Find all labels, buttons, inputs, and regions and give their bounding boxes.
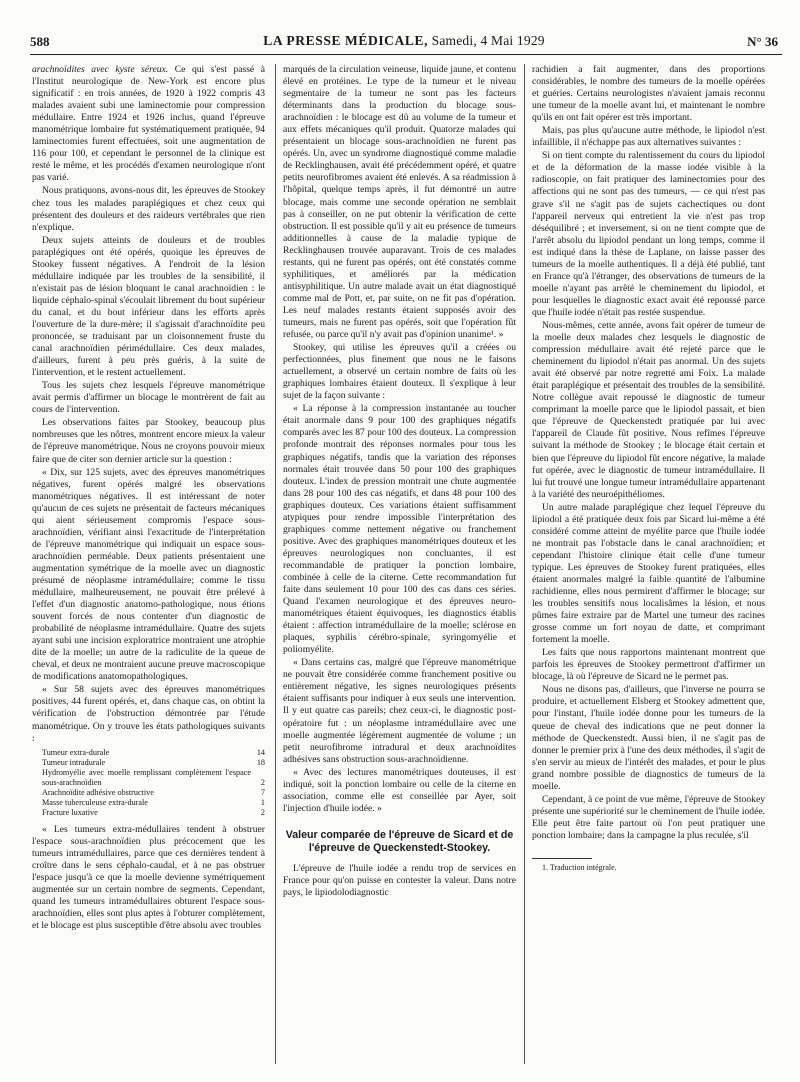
paragraph: « Les tumeurs extra-médullaires tendent à obstruer l'espace sous-arachnoïdien plus précocement que les tumeurs intramédullaires, parce que ces dernières tendent à croître dans le sens céphalo-caudal, et à ne pas obstruer l'espace jusqu'à ce que la moelle devienne symétriquement augmentée sur un certain nombre de segments. Cependant, quand les tumeurs intramédullaires obturent l'espace sous-arachnoïdien, elles sont plus aptes à l'obturer complètement, et le blocage est plus susceptible d'être absolu avec troubles bbox=[32, 823, 265, 931]
table-row bbox=[42, 748, 265, 758]
page-number: 588 bbox=[30, 34, 50, 49]
table-cell-label: Hydromyélie avec moelle remplissant complètement l'espace sous-arachnoïdien bbox=[42, 767, 251, 787]
table-cell-value: 7 bbox=[260, 787, 265, 797]
table-cell-value: 18 bbox=[256, 757, 265, 767]
paragraph: « Sur 58 sujets avec des épreuves manométriques positives, 44 furent opérés, et, dans chaque cas, on obtint la vérification de l'obstruction démontrée par l'étude manométrique. On y trouve les états pathologiques suivants : bbox=[32, 684, 265, 744]
column-separator bbox=[275, 64, 276, 1064]
page-header bbox=[30, 30, 778, 54]
paragraph: Mais, pas plus qu'aucune autre méthode, le lipiodol n'est infaillible, il n'échappe pas aux alternatives suivantes : bbox=[532, 125, 765, 149]
paragraph: Les observations faites par Stookey, beaucoup plus nombreuses que les nôtres, montrent encore mieux la valeur de l'épreuve manométrique. Nous ne croyons pouvoir mieux faire que de citer son dernier article sur la question : bbox=[32, 417, 265, 465]
paragraph: « Avec des lectures manométriques douteuses, il est indiqué, soit la ponction lombaire ou celle de la citerne en association, comme elle est conseillée par Ayer, soit l'injection d'huile iodée. » bbox=[283, 766, 516, 814]
paragraph: Si on tient compte du ralentissement du cours du lipiodol et de la déformation de la masse iodée visible à la radioscopie, on fait pratiquer des laminectomies pour des affections qui ne sont pas des tumeurs, — ce qui n'est pas grave s'il ne s'agit pas de sujets cachectiques ou dont l'appareil nerveux qui entretient la vie n'est pas trop déséquilibré ; et inversement, si on ne tient compte que de l'arrêt absolu du lipiodol pendant un long temps, comme il est indiqué dans la thèse de Laplane, on laisse passer des tumeurs de la moelle authentiques. Il a déjà été publié, tant en France qu'à l'étranger, des observations de tumeurs de la moelle n'ayant pas arrêté le cheminement du lipiodol, et pour lesquelles le diagnostic exact avait été repoussé parce que l'huile iodée n'était pas restée suspendue. bbox=[532, 150, 765, 318]
table-cell-value: 14 bbox=[256, 747, 265, 757]
paragraph: Deux sujets atteints de douleurs et de troubles paraplégiques ont été opérés, quoique les épreuves de Stookey fussent négatives. A l'endroit de la lésion médullaire indiquée par les troubles de la sensibilité, il n'existait pas de lésion bloquant le canal arachnoïdien : le liquide céphalo-spinal s'écoulait librement du bout supérieur du canal, et du bout inférieur dans les efforts après l'ouverture de la dure-mère; il s'agissait d'arachnoïdite peu prononcée, se traduisant par un cloisonnement fruste du canal arachnoïdien périmédullaire. Ces deux malades, d'ailleurs, furent à peu près guéris, à la suite de l'intervention, et le restent actuellement. bbox=[32, 234, 265, 379]
emphasis: arachnoïdites avec kyste séreux. bbox=[32, 64, 169, 75]
column-separator bbox=[524, 64, 525, 1064]
table-row bbox=[42, 788, 265, 798]
table-row bbox=[42, 758, 265, 768]
paragraph: arachnoïdites avec kyste séreux. Ce qui s'est passé à l'Institut neurologique de New-York est encore plus significatif : en trois années, de 1920 à 1922 compris 43 malades avaient subi une laminectomie pour compression médullaire. Entre 1924 et 1926 inclus, quand l'épreuve manométrique lombaire fut systématiquement pratiquée, 94 laminectomies furent effectuées, soit une augmentation de 116 pour 100, et cependant le personnel de la clinique est resté le même, et les procédés d'examen neurologique n'ont pas varié. bbox=[32, 64, 265, 184]
paragraph: marqués de la circulation veineuse, liquide jaune, et contenu élevé en protéines. Le type de la tumeur et le niveau segmentaire de la tumeur ne sont pas les facteurs déterminants dans la production du blocage sous-arachnoïdien : le blocage est dû au volume de la tumeur et aux effets mécaniques qu'il produit. Quatorze malades qui présentaient un blocage sous-arachnoïdien ne furent pas opérés. Un, avec un syndrome diagnostiqué comme maladie de Recklinghausen, avait été précédemment opéré, et quatre petits neurofibromes avaient été enlevés. A sa réadmission à l'hôpital, quelque temps après, il fut démontré un autre blocage, mais comme une seconde opération ne semblait pas à conseiller, on ne put obtenir la vérification de cette obstruction. Il est possible qu'il y ait eu présence de tumeurs additionnelles à cause de la maladie typique de Recklinghausen trouvée auparavant. Trois de ces malades restants, qui ne furent pas opérés, ont été constatés comme syphilitiques, et améliorés par la médication antisyphilitique. Un autre malade avait un état diagnostiqué comme mal de Pott, et, par suite, on ne fit pas d'opération. Les neuf malades restants étaient supposés avoir des tumeurs, mais ne furent pas opérés, soit que l'opération fût refusée, ou parce qu'il n'y avait pas d'opinion unanime¹. » bbox=[283, 64, 516, 341]
paragraph: Cependant, à ce point de vue même, l'épreuve de Stookey présente une supériorité sur le cheminement de l'huile iodée. Elle peut être faite partout où l'on peut pratiquer une ponction lombaire; dans la campagne la plus reculée, s'il bbox=[532, 793, 765, 841]
paragraph: Les faits que nous rapportons maintenant montrent que parfois les épreuves de Stookey permettront d'affirmer un blocage, là où l'épreuve de Sicard ne le permet pas. bbox=[532, 647, 765, 683]
table-row bbox=[42, 768, 265, 788]
table-cell-label: Masse tuberculeuse extra-durale bbox=[42, 797, 148, 807]
paragraph: « La réponse à la compression instantanée au toucher était anormale dans 9 pour 100 des graphiques négatifs comparés avec les 87 pour 100 des douteux. La compression profonde montrait des réponses normales pour tous les graphiques négatifs, tandis que la variation des réponses normales était trouvée dans 50 pour 100 des graphiques douteux. L'index de pression montrait une chute augmentée dans 28 pour 100 des cas négatifs, et dans 48 pour 100 des graphiques douteux. Ces variations étaient suffisamment atypiques pour rendre impossible l'interprétation des graphiques comme nettement négative ou franchement positive. Avec des graphiques manométriques douteux et les épreuves neurologiques non concluantes, il est recommandable de pratiquer la ponction lombaire, combinée à celle de la citerne. Cette recommandation fut faite dans seulement 10 pour 100 des cas dans ces séries. Quand l'examen neurologique et des épreuves neuro-manométriques étaient équivoques, les diagnostics établis étaient : affection intramédullaire de la moelle; sclérose en plaques, syphilis cérébro-spinale, syringomyélie et poliomyélite. bbox=[283, 403, 516, 656]
table-cell-label: Tumeur extra-durale bbox=[42, 747, 110, 757]
paragraph: « Dans certains cas, malgré que l'épreuve manométrique ne pouvait être considérée comme franchement positive ou entièrement négative, les signes neurologiques présents étaient suffisants pour indiquer à eux seuls une intervention. Il y eut quatre cas pareils; chez ceux-ci, le diagnostic post-opératoire fut : un néoplasme intramédullaire avec une moelle augmentée légèrement augmentée de volume ; un petit neurofibrome intradural et deux arachnoïdites adhésives sans obstruction sous-arachnoïdienne. bbox=[283, 657, 516, 765]
paragraph: « Dix, sur 125 sujets, avec des épreuves manométriques négatives, furent opérés malgré les observations manométriques négatives. Il est intéressant de noter qu'aucun de ces sujets ne présentait de facteurs mécaniques qui aient sérieusement compromis l'espace sous-arachnoïdien, vérifiant ainsi l'exactitude de l'interprétation de l'épreuve manométrique qui indiquait un espace sous-arachnoïdien perméable. Deux patients présentaient une augmentation symétrique de la moelle avec un diagnostic présumé de néoplasme intramédullaire; comme le tissu médullaire, malheureusement, ne pouvait être prélevé à l'effet d'un diagnostic anatomo-pathologique, nous étions souvent forcés de nous contenter d'un diagnostic de probabilité de néoplasme intramédullaire. Quatre des sujets ayant subi une incision exploratrice montraient une atrophie dite de la moelle; un autre de la radiculite de la queue de cheval, et deux ne montraient aucune preuve macroscopique de modifications anatomopathologiques. bbox=[32, 466, 265, 683]
issue-date: Samedi, 4 Mai 1929 bbox=[431, 33, 545, 48]
column-3 bbox=[532, 64, 765, 1064]
header-rule bbox=[30, 54, 782, 55]
table-cell-value: 2 bbox=[260, 777, 265, 787]
table-row bbox=[42, 798, 265, 808]
paragraph: Nous-mêmes, cette année, avons fait opérer de tumeur de la moelle deux malades chez lesquels le diagnostic de compression médullaire avait été rejeté parce que le cheminement du lipiodol n'était pas anormal. Un des sujets avait été observé par notre regretté ami Foix. La malade était paraplégique et présentait des troubles de la sensibilité. Notre collègue avait repoussé le diagnostic de tumeur comprimant la moelle parce que le lipiodol passait, et bien que l'épreuve de Queckenstedt pratiquée par lui avec l'appareil de Claude fût positive. Nous refîmes l'épreuve suivant la méthode de Stookey ; le blocage était certain et bien que l'épreuve du lipiodol fût encore négative, la malade fut opérée, avec le diagnostic de tumeur intramédullaire. Il lui fut trouvé une longue tumeur intramédullaire appartenant à la variété des neuroépithéliomes. bbox=[532, 319, 765, 500]
paragraph: rachidien a fait augmenter, dans des proportions considérables, le nombre des tumeurs de la moelle opérées et guéries. Certains neurologistes n'avaient jamais reconnu une tumeur de la moelle avant lui, et maintenant le nombre qu'ils en ont fait opérer est très important. bbox=[532, 64, 765, 124]
table-cell-label: Fracture luxative bbox=[42, 807, 98, 817]
paragraph: Nous ne disons pas, d'ailleurs, que l'inverse ne pourra se produire, et actuellement Elsberg et Stookey admettent que, pour l'instant, l'huile iodée donne pour les tumeurs de la queue de cheval des indications que ne peut donner la méthode de Queckenstedt. Aussi bien, il ne s'agit pas de donner le premier prix à l'une des deux méthodes, il s'agit de s'en servir au mieux de l'intérêt des malades, et pour le plus grand nombre possible de diagnostics de tumeurs de la moelle. bbox=[532, 684, 765, 792]
paragraph: L'épreuve de l'huile iodée a rendu trop de services en France pour qu'on puisse en contester la valeur. Dans notre pays, le lipiodolodiagnostic bbox=[283, 862, 516, 898]
column-1 bbox=[32, 64, 265, 1064]
table-cell-value: 1 bbox=[260, 797, 265, 807]
table-row bbox=[42, 808, 265, 818]
paragraph: Tous les sujets chez lesquels l'épreuve manométrique avait permis d'affirmer un blocage le montrèrent de fait au cours de l'intervention. bbox=[32, 380, 265, 416]
section-heading: Valeur comparée de l'épreuve de Sicard et de l'épreuve de Queckenstedt-Stookey. bbox=[285, 828, 514, 854]
paragraph: Stookey, qui utilise les épreuves qu'il a créées ou perfectionnées, plus finement que nous ne le faisons actuellement, a observé un certain nombre de faits où les graphiques lombaires étaient douteux. Il s'explique à leur sujet de la façon suivante : bbox=[283, 342, 516, 402]
table-cell-label: Arachnoïdite adhésive obstructive bbox=[42, 787, 154, 797]
running-title bbox=[30, 33, 778, 49]
pathology-table bbox=[42, 748, 265, 818]
footnote-rule bbox=[532, 858, 592, 859]
table-cell-value: 2 bbox=[260, 807, 265, 817]
footnote: 1. Traduction intégrale. bbox=[542, 863, 617, 872]
issue-number: N° 36 bbox=[747, 34, 778, 49]
paragraph: Nous pratiquons, avons-nous dit, les épreuves de Stookey chez tous les malades paraplégiques et chez ceux qui présentent des douleurs et des raideurs vertébrales que rien n'explique. bbox=[32, 185, 265, 233]
column-2 bbox=[283, 64, 516, 1064]
table-cell-label: Tumeur intradurale bbox=[42, 757, 106, 767]
paragraph: Un autre malade paraplégique chez lequel l'épreuve du lipiodol a été pratiquée deux fois par Sicard lui-même a été considéré comme atteint de myélite parce que l'huile iodée ne montrait pas l'obstacle dans le canal arachnoïdien; et cependant l'histoire clinique était celle d'une tumeur typique. Les épreuves de Stookey furent pratiquées, elles étaient anormales malgré la faible quantité de l'albumine rachidienne, elles nous permirent d'affirmer le blocage; sur les troubles sensitifs nous localisâmes la lésion, et nous pûmes faire extraire par de Martel une tumeur des racines grosse comme un fort noyau de datte, et comprimant fortement la moelle. bbox=[532, 501, 765, 646]
journal-name: LA PRESSE MÉDICALE, bbox=[263, 33, 429, 48]
